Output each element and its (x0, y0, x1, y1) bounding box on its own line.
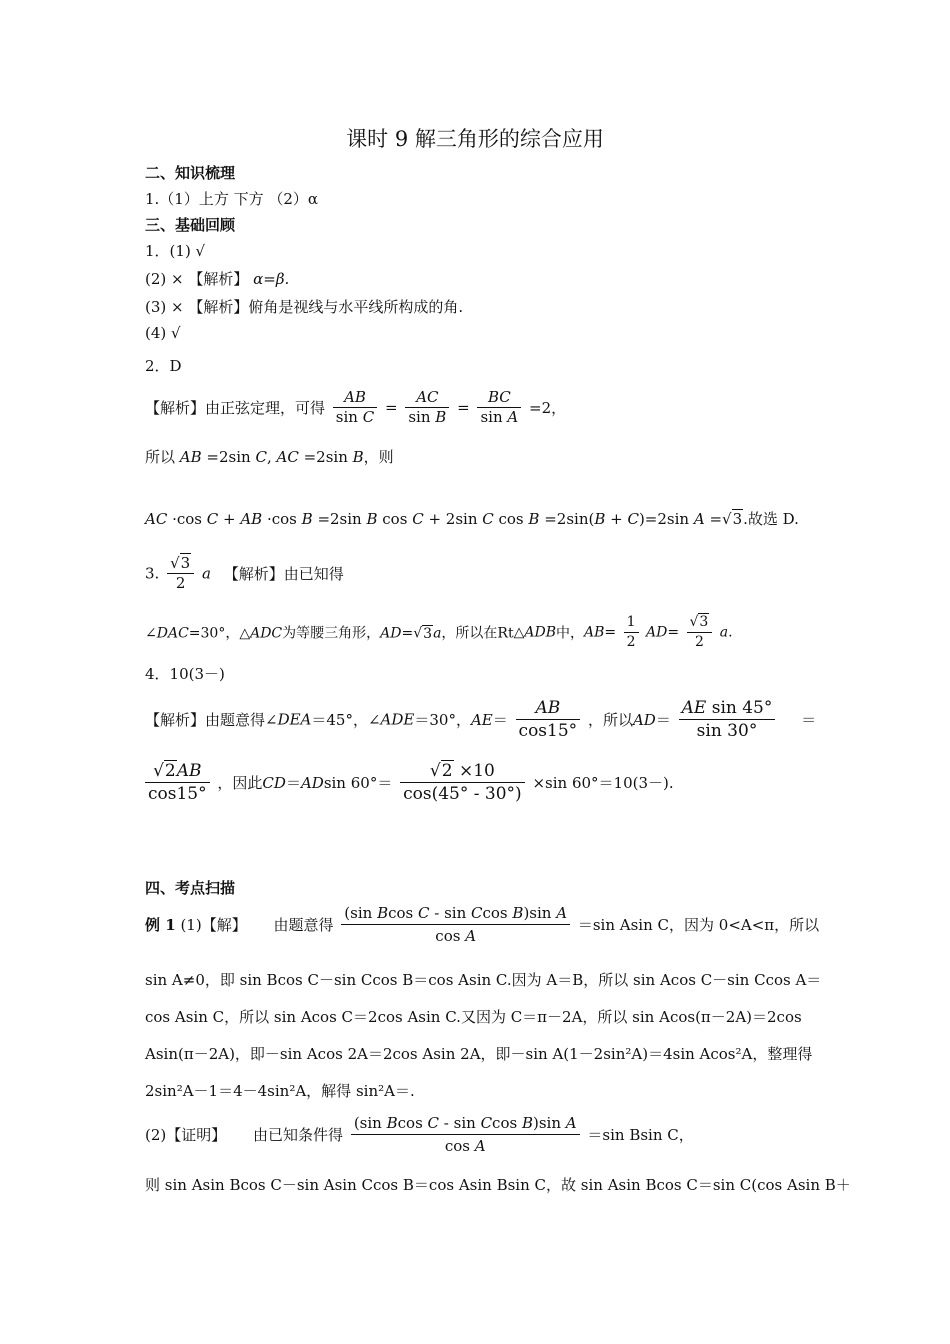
solution-line: 所以 AB =2sin C, AC =2sin B，则 (145, 448, 394, 466)
fraction: $\frac{\text{AE sin 45°}}{\sin 30^\circ}$ (679, 697, 776, 742)
solution-line: ∠DAC=30°，△ADC为等腰三角形，AD=√3a，所以在Rt△ADB中，AB= $\frac{1}{2}$ AD= $\frac{√3}{2}$ a. (145, 614, 733, 650)
answer-label: (2) × 【解析】 (145, 270, 249, 288)
fraction: $\frac{√2AB}{\cos 15^\circ}$ (145, 760, 210, 805)
example-line: (2)【证明】 由已知条件得 $\frac{\text{(sin Bcos C - sin Ccos B)sin A}}{\text{cos A}}$ ＝sin Bsin C， (145, 1114, 694, 1155)
fraction: $\frac{√2 \times 10}{\cos(45^\circ - 30^\circ)}$ (400, 760, 525, 805)
solution-line: AC ·cos C + AB ·cos B =2sin B cos C + 2sin C cos B =2sin(B + C)=2sin A =√3.故选 D. (145, 510, 799, 528)
fraction: $\frac{1}{2}$ (624, 613, 639, 652)
section-heading-2: 二、知识梳理 (145, 164, 236, 182)
section-heading-4: 四、考点扫描 (145, 879, 236, 897)
example-line: cos Asin C，所以 sin Acos C＝2cos Asin C.又因为 C＝π－2A，所以 sin Acos(π－2A)＝2cos (145, 1008, 802, 1026)
example-line: 则 sin Asin Bcos C－sin Asin Ccos B＝cos Asin Bsin C，故 sin Asin Bcos C＝sin C(cos Asin B＋ (145, 1176, 851, 1194)
fraction: $\frac{√3}{2}$ (167, 554, 194, 593)
page-title: 课时 9 解三角形的综合应用 (346, 127, 604, 151)
fraction: $\frac{\text{(sin Bcos C - sin Ccos B)sin A}}{\text{cos A}}$ (351, 1112, 580, 1157)
solution-line: $\frac{√2AB}{\cos 15^\circ}$ ，因此CD＝ADsin 60°＝ $\frac{√2 \times 10}{\cos(45^\circ - 30^\circ)}$ ×sin 60°＝10(3－). (145, 760, 674, 805)
answer-line: 1.（1）上方 下方 （2）α (145, 190, 319, 208)
answer-line: 2．D (145, 357, 182, 375)
solution-line: 【解析】由正弦定理，可得 $\frac{AB}{\text{sin C}}$ = $\frac{AC}{\text{sin B}}$ = $\frac{BC}{\text{sin A}}$ =2， (145, 388, 567, 426)
answer-formula: α=β. (253, 270, 290, 288)
fraction: $\frac{√3}{2}$ (687, 613, 713, 652)
answer-line: 1．(1) √ (145, 242, 206, 260)
answer-line: (4) √ (145, 324, 181, 342)
example-line: 例 1 (1)【解】 由题意得 $\frac{\text{(sin Bcos C - sin Ccos B)sin A}}{\text{cos A}}$ ＝sin Asin C，因为 0<A<π，所以 (145, 904, 820, 945)
fraction: $\frac{AC}{\text{sin B}}$ (405, 388, 449, 427)
fraction: $\frac{\text{(sin Bcos C - sin Ccos B)sin A}}{\text{cos A}}$ (341, 902, 570, 947)
fraction: $\frac{AB}{\cos 15^\circ}$ (516, 697, 581, 742)
answer-line: 4．10(3－) (145, 665, 225, 683)
example-line: sin A≠0，即 sin Bcos C－sin Ccos B＝cos Asin C.因为 A＝B，所以 sin Acos C－sin Ccos A＝ (145, 971, 822, 989)
fraction: $\frac{BC}{\text{sin A}}$ (477, 388, 521, 427)
solution-line: 【解析】由题意得∠DEA＝45°，∠ADE＝30°，AE＝ $\frac{AB}{\cos 15^\circ}$ ，所以AD＝ $\frac{\text{AE sin 45°}}{\sin 30^\circ}$ ＝ (145, 698, 817, 741)
example-line: Asin(π－2A)，即－sin Acos 2A＝2cos Asin 2A，即－sin A(1－2sin²A)＝4sin Acos²A，整理得 (145, 1045, 813, 1063)
answer-line (145, 268, 289, 289)
example-label: 例 1 (145, 916, 176, 934)
fraction: $\frac{AB}{\text{sin C}}$ (333, 388, 377, 427)
example-line: 2sin²A－1＝4－4sin²A，解得 sin²A＝. (145, 1082, 415, 1100)
section-heading-3: 三、基础回顾 (145, 216, 236, 234)
solution-line: 3. $\frac{√3}{2}$ a 【解析】由已知得 (145, 554, 344, 592)
answer-line: (3) × 【解析】俯角是视线与水平线所构成的角. (145, 298, 464, 316)
